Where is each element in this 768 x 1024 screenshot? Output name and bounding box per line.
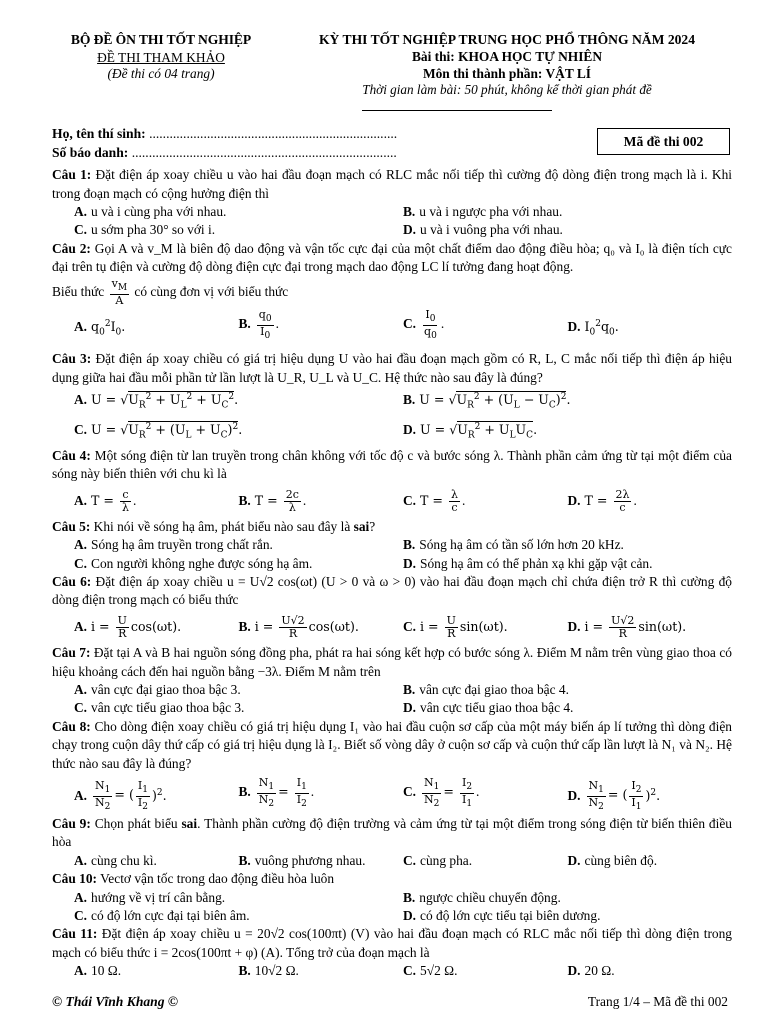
header-right	[284, 32, 730, 98]
question-11: Câu 11: Đặt điện áp xoay chiều u = 20√2 cos(100πt) (V) vào hai đầu đoạn mạch có RLC mắc nối tiếp thì dòng điện trong mạch có biểu thức i = 2cos(100πt + φ) (A). Tổng trở của đoạn mạch là	[52, 925, 732, 960]
question-1-options	[52, 203, 732, 239]
option-a[interactable]: A. $q_0^2I_0$.	[74, 319, 126, 338]
option-a[interactable]: A. Sóng hạ âm truyền trong chất rắn.	[74, 537, 273, 553]
option-d[interactable]: D. cùng biên độ.	[567, 852, 658, 868]
option-b[interactable]: B. $\frac{N_1}{N_2}$ = $\frac{I_1}{I_2}$ .	[238, 775, 315, 809]
option-c[interactable]: C. Con người không nghe được sóng hạ âm.	[74, 555, 313, 571]
question-9-options	[52, 852, 732, 870]
option-c[interactable]: C. i = $\frac{U}{R}$ sin(ωt).	[403, 614, 508, 641]
exam-duration: Thời gian làm bài: 50 phút, không kể thời gian phát đề	[362, 82, 652, 97]
option-b[interactable]: B. i = $\frac{U√2}{R}$ cos(ωt).	[238, 614, 359, 641]
question-10: Câu 10: Vectơ vận tốc trong dao động điều hòa luôn	[52, 870, 335, 886]
option-d[interactable]: D. $\frac{N_1}{N_2}$ = ( $\frac{I_2}{I_1}$ )$^2$.	[567, 778, 661, 813]
option-a[interactable]: A. cùng chu kì.	[74, 852, 157, 868]
question-6: Câu 6: Đặt điện áp xoay chiều u = U√2 cos(ωt) (U > 0 và ω > 0) vào hai đầu đoạn mạch chỉ chứa điện trở R thì cường độ dòng điện trong mạch có biểu thức	[52, 573, 732, 608]
option-a[interactable]: A. u và i cùng pha với nhau.	[74, 204, 227, 220]
question-6-options	[52, 610, 732, 644]
student-name-line[interactable]	[52, 126, 397, 142]
question-10-options	[52, 889, 732, 925]
exam-subject-group: Bài thi: KHOA HỌC TỰ NHIÊN	[411, 49, 603, 64]
option-a[interactable]: A. 10 Ω.	[74, 963, 122, 979]
header-divider	[362, 110, 552, 111]
option-c[interactable]: C. u sớm pha 30° so với i.	[74, 222, 216, 238]
option-d[interactable]: D. u và i vuông pha với nhau.	[403, 222, 563, 238]
option-b[interactable]: B. Sóng hạ âm có tần số lớn hơn 20 kHz.	[403, 537, 624, 553]
exam-title: KỲ THI TỐT NGHIỆP TRUNG HỌC PHỔ THÔNG NĂM 2024	[318, 32, 696, 47]
option-b[interactable]: B. vuông phương nhau.	[238, 852, 366, 868]
option-c[interactable]: C. vân cực tiểu giao thoa bậc 3.	[74, 700, 245, 716]
option-c[interactable]: C. $\frac{I_0}{q_0}$ .	[403, 307, 445, 341]
reference-exam-label: ĐỀ THI THAM KHẢO	[97, 50, 225, 65]
option-a[interactable]: A. i = $\frac{U}{R}$ cos(ωt).	[74, 614, 182, 641]
student-name-dots: .........................................................................	[145, 126, 398, 141]
question-2: Câu 2: Gọi A và v_M là biên độ dao động và vận tốc cực đại của một chất điểm dao động điều hòa; q₀ và I₀ là điện tích cực đại trên tụ điện và cường độ dòng điện cực đại trong mạch dao động LC lí tưởng đang hoạt động.	[52, 240, 732, 275]
question-11-options	[52, 962, 732, 980]
option-a[interactable]: A. hướng về vị trí cân bằng.	[74, 889, 226, 905]
option-c[interactable]: C. $\frac{N_1}{N_2}$ = $\frac{I_2}{I_1}$ .	[403, 775, 480, 809]
question-8: Câu 8: Cho dòng điện xoay chiều có giá trị hiệu dụng I₁ vào hai đầu cuộn sơ cấp của một máy biến áp lí tưởng thì dòng điện chạy trong cuộn dây thứ cấp có giá trị hiệu dụng là I₂. Biết số vòng dây ở cuộn sơ cấp và cuộn thứ cấp lần lượt là N₁ và N₂. Hệ thức nào sau đây là đúng?	[52, 718, 732, 771]
option-b[interactable]: B. $\frac{q_0}{I_0}$ .	[238, 307, 279, 341]
question-3: Câu 3: Đặt điện áp xoay chiều có giá trị hiệu dụng U vào hai đầu đoạn mạch gồm có R, L, C mắc nối tiếp thì điện áp hiệu dụng giữa hai đầu mỗi phần tử lần lượt là U_R, U_L và U_C. Hệ thức nào sau đây là đúng?	[52, 351, 732, 385]
option-b[interactable]: B. 10√2 Ω.	[238, 963, 299, 979]
option-b[interactable]: B. vân cực đại giao thoa bậc 4.	[403, 682, 569, 698]
option-a[interactable]: A. $\frac{N_1}{N_2}$ = ( $\frac{I_1}{I_2}$ )$^2$.	[74, 778, 167, 813]
ministry-title: BỘ ĐỀ ÔN THI TỐT NGHIỆP	[70, 32, 252, 47]
option-d[interactable]: D. có độ lớn cực tiểu tại biên dương.	[403, 907, 601, 923]
option-c[interactable]: C. $U = √U_R^2 + (U_L + U_C)^2$.	[74, 421, 243, 441]
question-3-options	[52, 387, 732, 446]
student-id-line[interactable]	[52, 145, 397, 161]
option-c[interactable]: C. T = $\frac{\lambda}{c}$ .	[403, 488, 466, 515]
option-a[interactable]: A. $U = √U_R^2 + U_L^2 + U_C^2$.	[74, 392, 239, 411]
student-id-dots: ..............................................................................	[128, 145, 397, 160]
question-2-expression: Biểu thức $\frac{v_M}{A}$ có cùng đơn vị với biểu thức	[52, 277, 289, 308]
question-2-options	[52, 307, 732, 350]
questions-area	[52, 166, 732, 980]
option-d[interactable]: D. T = $\frac{2\lambda}{c}$ .	[567, 488, 637, 515]
option-b[interactable]: B. u và i ngược pha với nhau.	[403, 204, 563, 220]
question-5: Câu 5: Khi nói về sóng hạ âm, phát biểu nào sau đây là sai?	[52, 518, 376, 534]
question-7-options	[52, 681, 732, 717]
option-d[interactable]: D. $U = √U_R^2 + U_LU_C$.	[403, 421, 538, 441]
footer-author: © Thái Vĩnh Khang ©	[52, 994, 179, 1009]
exam-code-box	[597, 128, 730, 155]
header-left	[50, 32, 272, 82]
option-c[interactable]: C. cùng pha.	[403, 852, 473, 868]
question-4: Câu 4: Một sóng điện từ lan truyền trong chân không với tốc độ c và bước sóng λ. Thành phần cảm ứng từ tại một điểm của sóng này biến thiên với chu kì là	[52, 447, 732, 482]
exam-subject: Môn thi thành phần: VẬT LÍ	[422, 66, 592, 81]
option-b[interactable]: B. ngược chiều chuyển động.	[403, 889, 561, 905]
option-a[interactable]: A. vân cực đại giao thoa bậc 3.	[74, 682, 241, 698]
question-9: Câu 9: Chọn phát biểu sai. Thành phần cường độ điện trường và cảm ứng từ tại một điểm trong sóng điện từ biến thiên điều hòa	[52, 815, 732, 850]
option-b[interactable]: B. T = $\frac{2c}{\lambda}$ .	[238, 488, 307, 515]
question-5-options	[52, 536, 732, 572]
option-d[interactable]: D. $I_0^2q_0$.	[567, 319, 619, 338]
option-d[interactable]: D. 20 Ω.	[567, 963, 615, 979]
option-d[interactable]: D. Sóng hạ âm có thể phản xạ khi gặp vật cản.	[403, 555, 653, 571]
option-c[interactable]: C. có độ lớn cực đại tại biên âm.	[74, 907, 250, 923]
fraction-vm-over-a: $\frac{v_M}{A}$	[111, 277, 128, 308]
option-d[interactable]: D. i = $\frac{U√2}{R}$ sin(ωt).	[567, 614, 687, 641]
option-d[interactable]: D. vân cực tiểu giao thoa bậc 4.	[403, 700, 574, 716]
option-a[interactable]: A. T = $\frac{c}{\lambda}$ .	[74, 488, 137, 515]
question-8-options	[52, 773, 732, 814]
question-4-options	[52, 484, 732, 518]
question-1: Câu 1: Đặt điện áp xoay chiều u vào hai đầu đoạn mạch có RLC mắc nối tiếp thì cường độ dòng điện trong mạch là i. Khi trong đoạn mạch có cộng hưởng điện thì	[52, 167, 732, 201]
option-c[interactable]: C. 5√2 Ω.	[403, 963, 458, 979]
question-7: Câu 7: Đặt tại A và B hai nguồn sóng đồng pha, phát ra hai sóng kết hợp có bước sóng λ. Điểm M nằm trên vùng giao thoa có hiệu khoảng cách đến hai nguồn bằng −3λ. Điểm M nằm trên	[52, 644, 732, 679]
exam-code: Mã đề thi 002	[623, 133, 704, 149]
student-id-label: Số báo danh:	[52, 145, 129, 160]
page-count-note: (Đề thi có 04 trang)	[107, 66, 215, 81]
student-name-label: Họ, tên thí sinh:	[52, 126, 146, 141]
footer-page-number: Trang 1/4 – Mã đề thi 002	[587, 994, 728, 1009]
option-b[interactable]: B. $U = √U_R^2 + (U_L - U_C)^2$.	[403, 392, 571, 411]
